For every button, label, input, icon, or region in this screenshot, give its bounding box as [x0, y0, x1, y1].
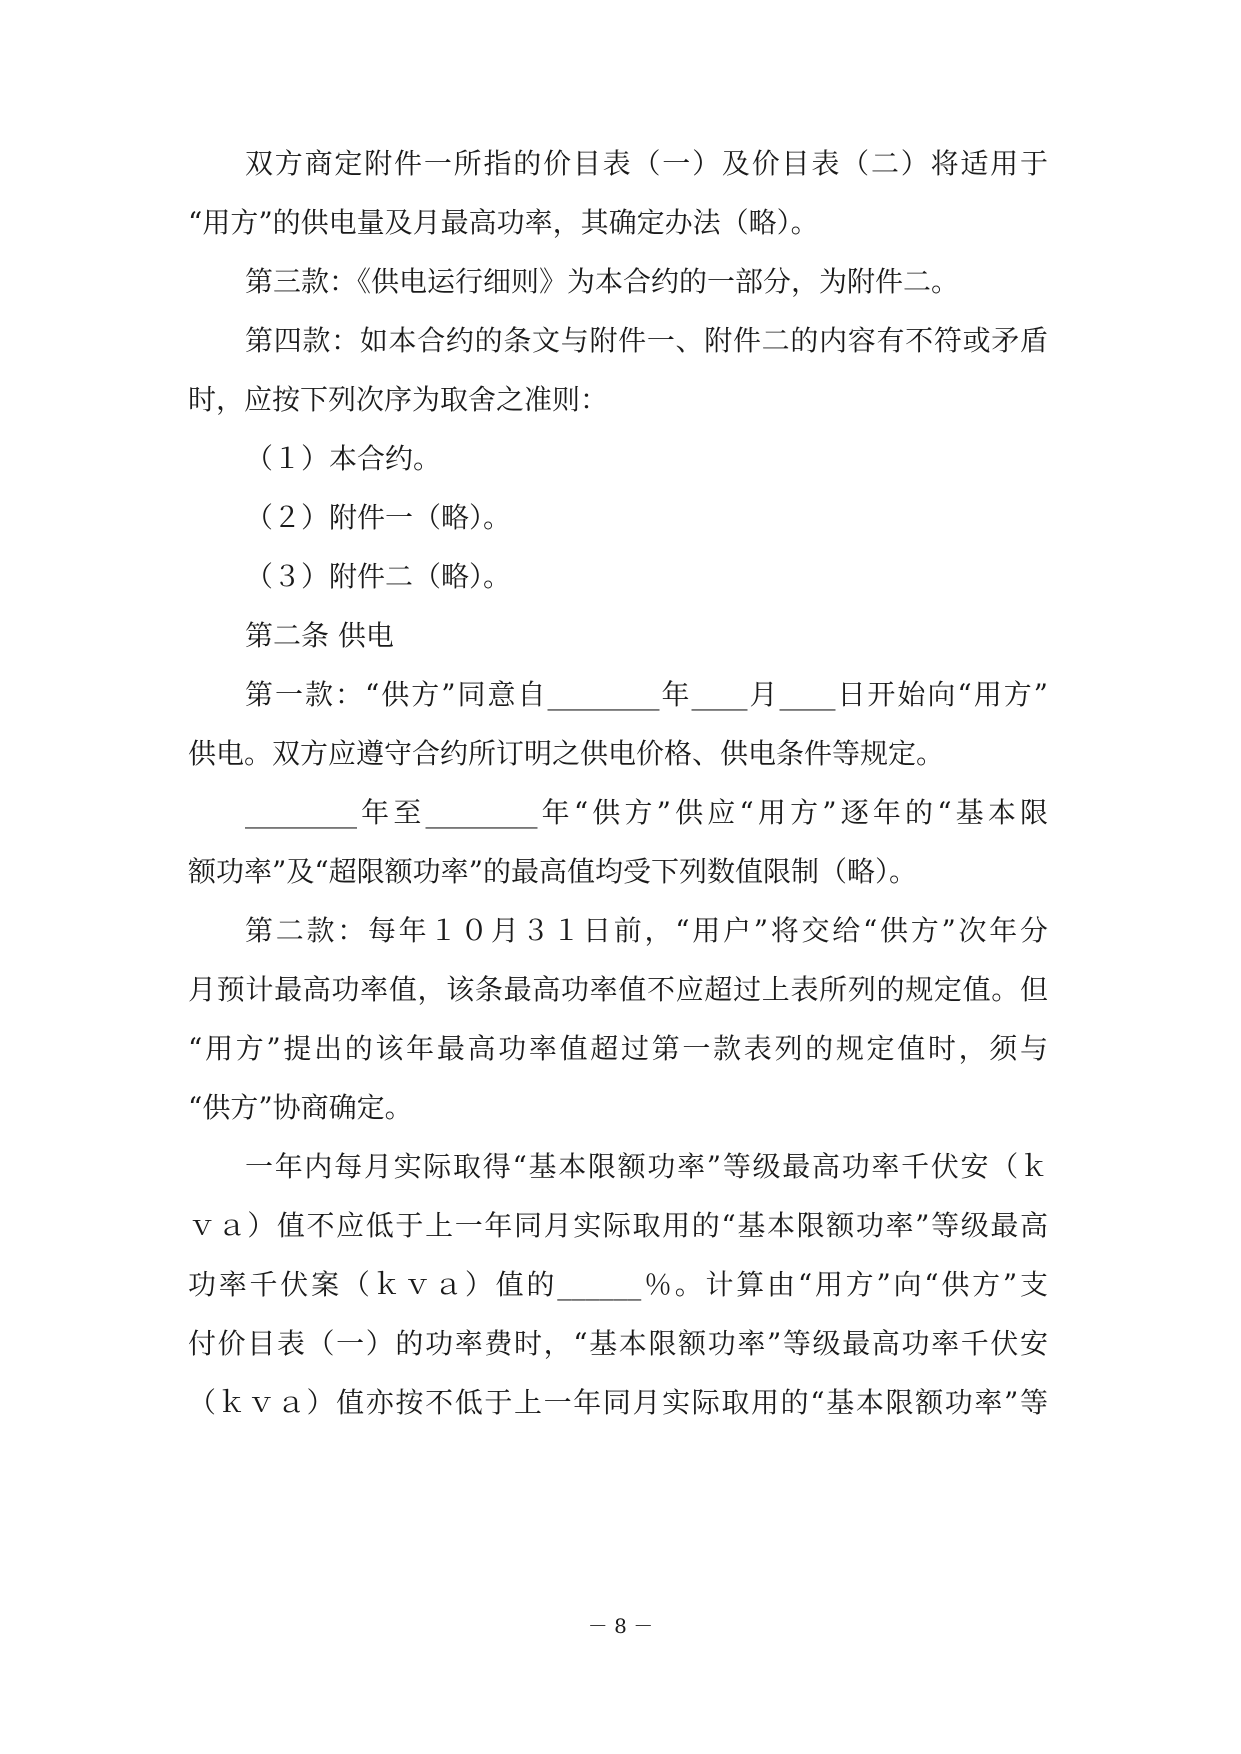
text-line-15: 月预计最高功率值，该条最高功率值不应超过上表所列的规定值。但 — [188, 973, 1048, 1006]
text-line-18: 一年内每月实际取得“基本限额功率”等级最高功率千伏安（ｋ — [245, 1150, 1048, 1183]
text-line-17: “供方”协商确定。 — [188, 1091, 413, 1124]
text-line-11: 供电。双方应遵守合约所订明之供电价格、供电条件等规定。 — [188, 737, 945, 770]
text-line-6: （１）本合约。 — [245, 442, 442, 475]
text-line-20: 功率千伏案（ｋｖａ）值的______％。计算由“用方”向“供方”支 — [188, 1268, 1048, 1301]
text-line-10: 第一款：“供方”同意自________年____月____日开始向“用方” — [245, 678, 1048, 711]
text-line-21: 付价目表（一）的功率费时，“基本限额功率”等级最高功率千伏安 — [188, 1327, 1048, 1360]
text-line-4: 第四款：如本合约的条文与附件一、附件二的内容有不符或矛盾 — [245, 324, 1048, 357]
text-line-5: 时，应按下列次序为取舍之准则： — [188, 383, 609, 416]
text-line-9: 第二条 供电 — [245, 619, 394, 652]
text-line-13: 额功率”及“超限额功率”的最高值均受下列数值限制（略）。 — [188, 855, 917, 888]
text-line-3: 第三款：《供电运行细则》为本合约的一部分，为附件二。 — [245, 265, 960, 298]
text-line-2: “用方”的供电量及月最高功率，其确定办法（略）。 — [188, 206, 819, 239]
text-line-1: 双方商定附件一所指的价目表（一）及价目表（二）将适用于 — [245, 147, 1048, 180]
text-line-7: （２）附件一（略）。 — [245, 501, 512, 534]
text-line-22: （ｋｖａ）值亦按不低于上一年同月实际取用的“基本限额功率”等 — [188, 1386, 1048, 1419]
text-line-8: （３）附件二（略）。 — [245, 560, 512, 593]
text-line-14: 第二款：每年１０月３１日前，“用户”将交给“供方”次年分 — [245, 914, 1048, 947]
text-line-19: ｖａ）值不应低于上一年同月实际取用的“基本限额功率”等级最高 — [188, 1209, 1048, 1242]
page-number: － 8 － — [587, 1614, 654, 1638]
text-line-12: ________年至________年“供方”供应“用方”逐年的“基本限 — [245, 796, 1048, 829]
text-line-16: “用方”提出的该年最高功率值超过第一款表列的规定值时，须与 — [188, 1032, 1048, 1065]
